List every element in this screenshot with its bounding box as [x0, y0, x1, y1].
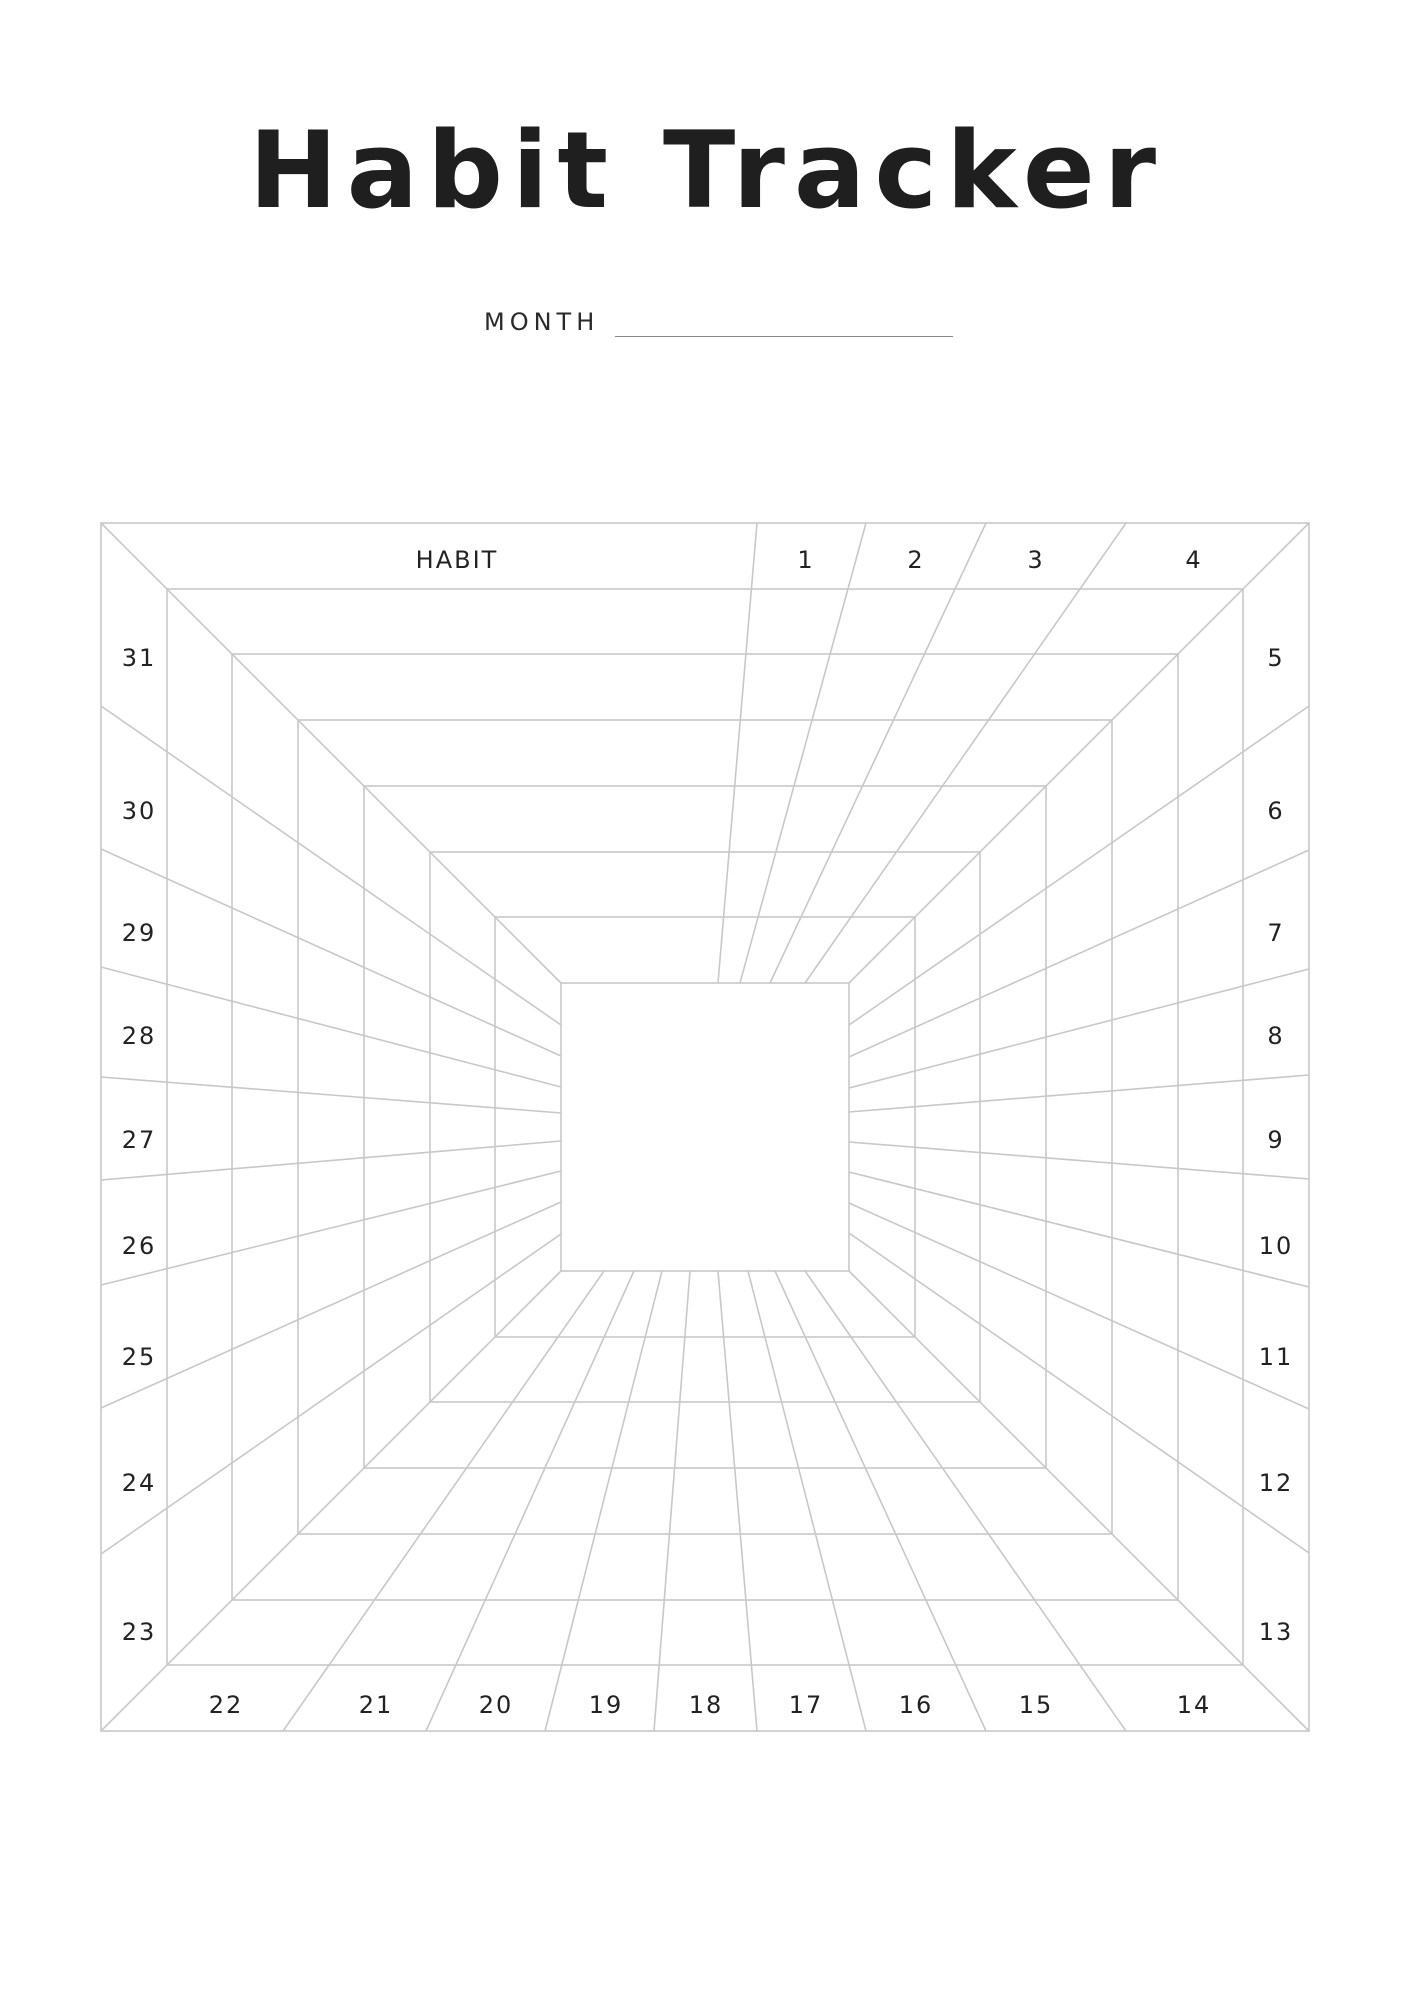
day-divider-bottom — [654, 1271, 690, 1731]
day-label-17: 17 — [788, 1691, 824, 1719]
day-label-21: 21 — [358, 1691, 394, 1719]
day-label-23: 23 — [121, 1618, 157, 1646]
habit-row-ring — [561, 983, 849, 1271]
day-divider-left — [101, 1234, 561, 1554]
day-label-22: 22 — [208, 1691, 244, 1719]
day-label-5: 5 — [1267, 644, 1285, 672]
day-label-3: 3 — [1027, 546, 1045, 574]
day-label-29: 29 — [121, 919, 157, 947]
day-label-10: 10 — [1258, 1232, 1294, 1260]
day-label-7: 7 — [1267, 919, 1285, 947]
day-divider-top — [805, 523, 1126, 983]
day-label-25: 25 — [121, 1343, 157, 1371]
day-label-4: 4 — [1185, 546, 1203, 574]
day-label-12: 12 — [1258, 1469, 1294, 1497]
day-label-6: 6 — [1267, 797, 1285, 825]
day-label-9: 9 — [1267, 1126, 1285, 1154]
day-label-28: 28 — [121, 1022, 157, 1050]
corner-diagonal — [849, 1271, 1309, 1731]
day-divider-top — [718, 523, 757, 983]
day-label-13: 13 — [1258, 1618, 1294, 1646]
day-divider-right — [849, 1075, 1309, 1112]
day-divider-left — [101, 967, 561, 1087]
day-divider-right — [849, 1203, 1309, 1409]
habit-column-header: HABIT — [415, 546, 499, 574]
day-label-27: 27 — [121, 1126, 157, 1154]
day-label-24: 24 — [121, 1469, 157, 1497]
day-label-15: 15 — [1018, 1691, 1054, 1719]
month-label: MONTH — [484, 308, 600, 336]
day-divider-right — [849, 969, 1309, 1088]
day-label-16: 16 — [898, 1691, 934, 1719]
day-label-30: 30 — [121, 797, 157, 825]
day-label-11: 11 — [1258, 1343, 1294, 1371]
day-label-2: 2 — [907, 546, 925, 574]
page-title: Habit Tracker — [248, 109, 1166, 232]
day-divider-right — [849, 850, 1309, 1057]
day-divider-left — [101, 1077, 561, 1113]
day-divider-left — [101, 849, 561, 1056]
day-label-18: 18 — [688, 1691, 724, 1719]
day-divider-left — [101, 1202, 561, 1408]
day-divider-right — [849, 1233, 1309, 1553]
day-label-26: 26 — [121, 1232, 157, 1260]
day-divider-right — [849, 1142, 1309, 1179]
day-divider-bottom — [805, 1271, 1126, 1731]
day-label-1: 1 — [797, 546, 815, 574]
day-divider-left — [101, 1171, 561, 1285]
day-label-31: 31 — [121, 644, 157, 672]
day-label-14: 14 — [1176, 1691, 1212, 1719]
day-label-8: 8 — [1267, 1022, 1285, 1050]
grid-lines — [101, 523, 1309, 1731]
day-divider-bottom — [718, 1271, 757, 1731]
day-label-19: 19 — [588, 1691, 624, 1719]
day-divider-right — [849, 1172, 1309, 1287]
day-divider-left — [101, 1141, 561, 1180]
day-label-20: 20 — [478, 1691, 514, 1719]
